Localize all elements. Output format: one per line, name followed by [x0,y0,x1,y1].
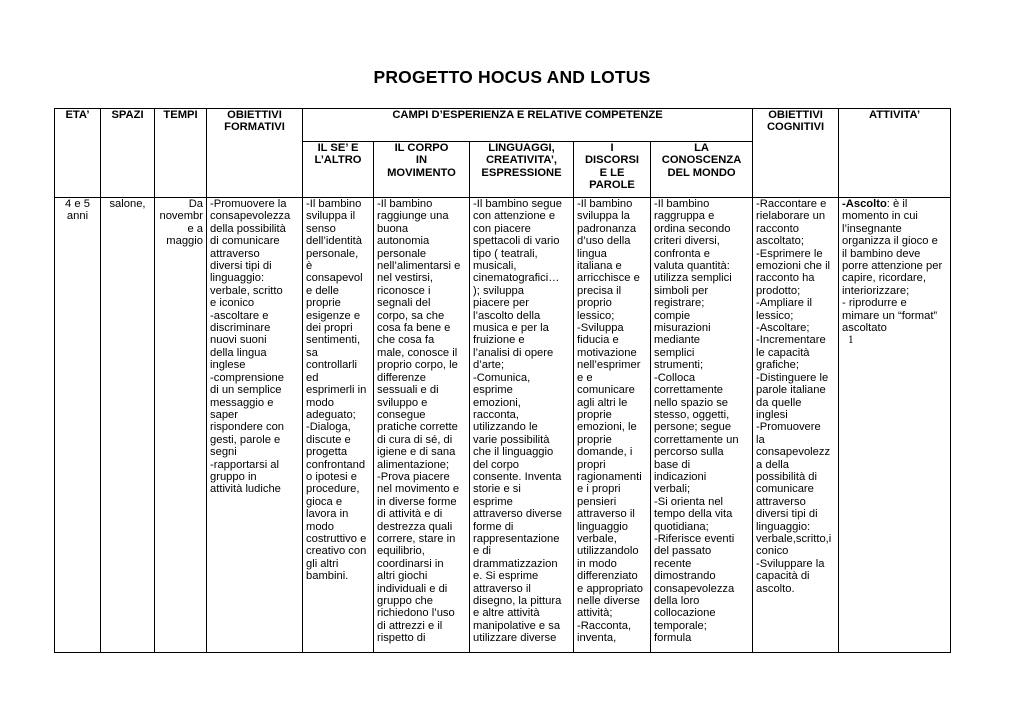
subheader-se-altro: IL SE’ E L’ALTRO [303,142,374,198]
cell-se-altro: -Il bambino sviluppa il senso dell’identità personale, è consapevol e delle proprie esigenze e dei propri sentimenti, sa controllarli ed esprimerli in modo adeguato; -Dialoga, discute e progetta confrontand o ipotesi e procedure, gioca e lavora in modo costruttivo e creativo con gli altri bambini. [303,198,374,653]
header-tempi: TEMPI [155,109,207,198]
attivita-text [842,198,947,649]
subheader-conoscenza: LA CONOSCENZA DEL MONDO [651,142,753,198]
cell-tempi: Da novembr e a maggio [155,198,207,653]
table-row [55,198,951,653]
header-eta: ETA’ [55,109,101,198]
header-campi-esperienza: CAMPI D’ESPERIENZA E RELATIVE COMPETENZE [303,109,753,142]
subheader-linguaggi: LINGUAGGI, CREATIVITA’, ESPRESSIONE [470,142,574,198]
cell-corpo: -Il bambino raggiunge una buona autonomia personale nell’alimentarsi e nel vestirsi, riconosce i segnali del corpo, sa che cosa fa bene e che cosa fa male, conosce il proprio corpo, le differenze sessuali e di sviluppo e consegue pratiche corrette di cura di sé, di igiene e di sana alimentazione; -Prova piacere nel movimento e in diverse forme di attività e di destrezza quali correre, stare in equilibrio, coordinarsi in altri giochi individuali e di gruppo che richiedono l’uso di attrezzi e il rispetto di [374,198,470,653]
project-table [54,108,951,653]
cell-eta: 4 e 5 anni [55,198,101,653]
cell-conoscenza: -Il bambino raggruppa e ordina secondo criteri diversi, confronta e valuta quantità: utilizza semplici simboli per registrare; compie misurazioni mediante semplici strumenti; -Colloca correttamente nello spazio se stesso, oggetti, persone; segue correttamente un percorso sulla base di indicazioni verbali; -Si orienta nel tempo della vita quotidiana; -Riferisce eventi del passato recente dimostrando consapevolezza della loro collocazione temporale; formula [651,198,753,653]
cell-spazi: salone, [101,198,155,653]
cell-obiettivi-cognitivi: -Raccontare e rielaborare un racconto ascoltato; -Esprimere le emozioni che il racconto ha prodotto; -Ampliare il lessico; -Ascoltare; -Incrementare le capacità grafiche; -Distinguere le parole italiane da quelle inglesi -Promuovere la consapevolezz a della possibilità di comunicare attraverso diversi tipi di linguaggio: verbale,scritto,i conico -Sviluppare la capacità di ascolto. [753,198,839,653]
subheader-corpo: IL CORPO IN MOVIMENTO [374,142,470,198]
header-spazi: SPAZI [101,109,155,198]
cell-linguaggi: -Il bambino segue con attenzione e con piacere spettacoli di vario tipo ( teatrali, musicali, cinematografici… ); sviluppa piacere per l’ascolto della musica e per la fruizione e l’analisi di opere d’arte; -Comunica, esprime emozioni, racconta, utilizzando le varie possibilità che il linguaggio del corpo consente. Inventa storie e si esprime attraverso diverse forme di rappresentazione e di drammatizzazion e. Si esprime attraverso il disegno, la pittura e altre attività manipolative e sa utilizzare diverse [470,198,574,653]
cell-attivita [839,198,951,653]
cell-discorsi: -Il bambino sviluppa la padronanza d’uso della lingua italiana e arricchisce e precisa il proprio lessico; -Sviluppa fiducia e motivazione nell’esprimer e e comunicare agli altri le proprie emozioni, le proprie domande, i propri ragionamenti e i propri pensieri attraverso il linguaggio verbale, utilizzandolo in modo differenziato e appropriato nelle diverse attività; -Racconta, inventa, [574,198,651,653]
cell-obiettivi-formativi: -Promuovere la consapevolezza della possibilità di comunicare attraverso diversi tipi di linguaggio: verbale, scritto e iconico -ascoltare e discriminare nuovi suoni della lingua inglese -comprensione di un semplice messaggio e saper rispondere con gesti, parole e segni -rapportarsi al gruppo in attività ludiche [207,198,303,653]
header-obiettivi-formativi: OBIETTIVI FORMATIVI [207,109,303,198]
header-obiettivi-cognitivi: OBIETTIVI COGNITIVI [753,109,839,198]
header-row [55,109,951,142]
header-attivita: ATTIVITA’ [839,109,951,198]
attivita-body: : è il momento in cui l’insegnante organizza il gioco e il bambino deve porre attenzione per capire, ricordare, interiorizzare; - riprodurre e mimare un “format” ascoltato [842,198,943,335]
attivita-bold-label: -Ascolto [842,198,887,210]
attivita-mark: 1 [848,334,854,347]
page-title: PROGETTO HOCUS AND LOTUS [373,67,651,87]
subheader-discorsi: I DISCORSI E LE PAROLE [574,142,651,198]
